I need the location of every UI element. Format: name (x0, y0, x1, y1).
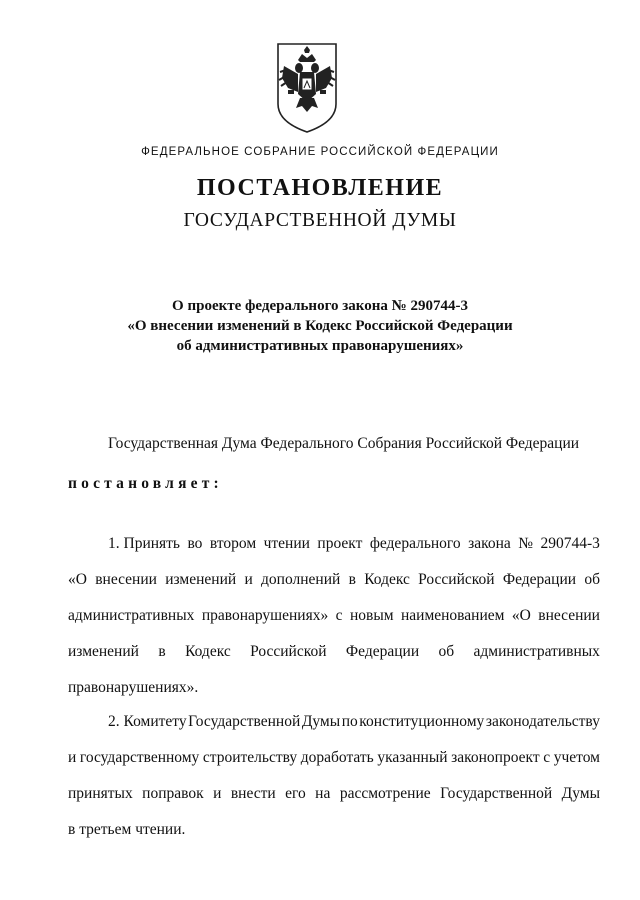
paragraph-line (68, 634, 600, 670)
word: административных (473, 643, 600, 660)
word: государственному (79, 749, 200, 766)
word: изменений (68, 643, 139, 660)
word: об (438, 643, 455, 660)
word: поправок (142, 785, 204, 802)
subject-line: О проекте федерального закона № 290744-3 (172, 298, 468, 314)
word: проект (317, 535, 363, 552)
word: принятых (68, 785, 133, 802)
document-type-title: ПОСТАНОВЛЕНИЕ (196, 175, 444, 201)
word: внести (230, 785, 276, 802)
word: изменений (165, 571, 237, 588)
intro-line: Государственная Дума Федерального Собрания Российской Федерации (108, 435, 580, 452)
word: чтении (263, 535, 310, 552)
word: на (315, 785, 331, 802)
paragraph-line (68, 776, 600, 812)
word: с (335, 607, 343, 624)
word: доработать (300, 749, 374, 766)
word: Российской (418, 571, 495, 588)
word: правонарушениях» (201, 607, 329, 624)
paragraph-line: правонарушениях». (68, 679, 199, 696)
word: по (341, 713, 358, 730)
word: указанный (377, 749, 448, 766)
word: внесении (95, 571, 157, 588)
word: строительству (202, 749, 298, 766)
word: его (285, 785, 306, 802)
word: во (187, 535, 203, 552)
document-subject (0, 296, 640, 356)
assembly-name: ФЕДЕРАЛЬНОЕ СОБРАНИЕ РОССИЙСКОЙ ФЕДЕРАЦИИ (141, 146, 499, 158)
decree-word: постановляет: (68, 475, 223, 492)
state-emblem-icon (276, 42, 338, 134)
word: Государственной (440, 785, 553, 802)
paragraph-line (68, 526, 600, 562)
word: учетом (553, 749, 600, 766)
word: «О (68, 571, 87, 588)
paragraph-line (68, 598, 600, 634)
word: Российской (250, 643, 327, 660)
word: 2. Комитету (108, 713, 187, 730)
word: Думы (301, 713, 341, 730)
paragraph-line: в третьем чтении. (68, 821, 186, 838)
word: наименованием (400, 607, 505, 624)
word: новым (349, 607, 394, 624)
word: в (158, 643, 166, 660)
word: федерального (369, 535, 461, 552)
word: об (584, 571, 600, 588)
word: и (213, 785, 222, 802)
word: закона (468, 535, 511, 552)
word: Государственной (188, 713, 301, 730)
word: № (518, 535, 534, 552)
word: в (348, 571, 356, 588)
word: и (68, 749, 77, 766)
word: Кодекс (364, 571, 410, 588)
subject-line: об административных правонарушениях» (176, 338, 464, 354)
word: внесении (538, 607, 600, 624)
word: законодательству (485, 713, 600, 730)
word: Федерации (502, 571, 577, 588)
paragraph-line (68, 562, 600, 598)
word: с (543, 749, 551, 766)
intro-block (68, 424, 600, 504)
word: и (244, 571, 253, 588)
word: 290744-3 (540, 535, 600, 552)
document-issuer: ГОСУДАРСТВЕННОЙ ДУМЫ (183, 210, 457, 231)
paragraph-line (68, 704, 600, 740)
paragraph-1 (68, 526, 600, 706)
word: конституционному (359, 713, 485, 730)
word: Думы (561, 785, 600, 802)
word: Федерации (345, 643, 420, 660)
paragraph-line (68, 740, 600, 776)
word: Кодекс (185, 643, 231, 660)
word: дополнений (261, 571, 341, 588)
word: «О (511, 607, 531, 624)
subject-line: «О внесении изменений в Кодекс Российской Федерации (127, 318, 513, 334)
word: рассмотрение (339, 785, 431, 802)
word: втором (209, 535, 257, 552)
paragraph-2 (68, 704, 600, 848)
word: административных (68, 607, 195, 624)
word: законопроект (451, 749, 540, 766)
word: 1. Принять (108, 535, 181, 552)
